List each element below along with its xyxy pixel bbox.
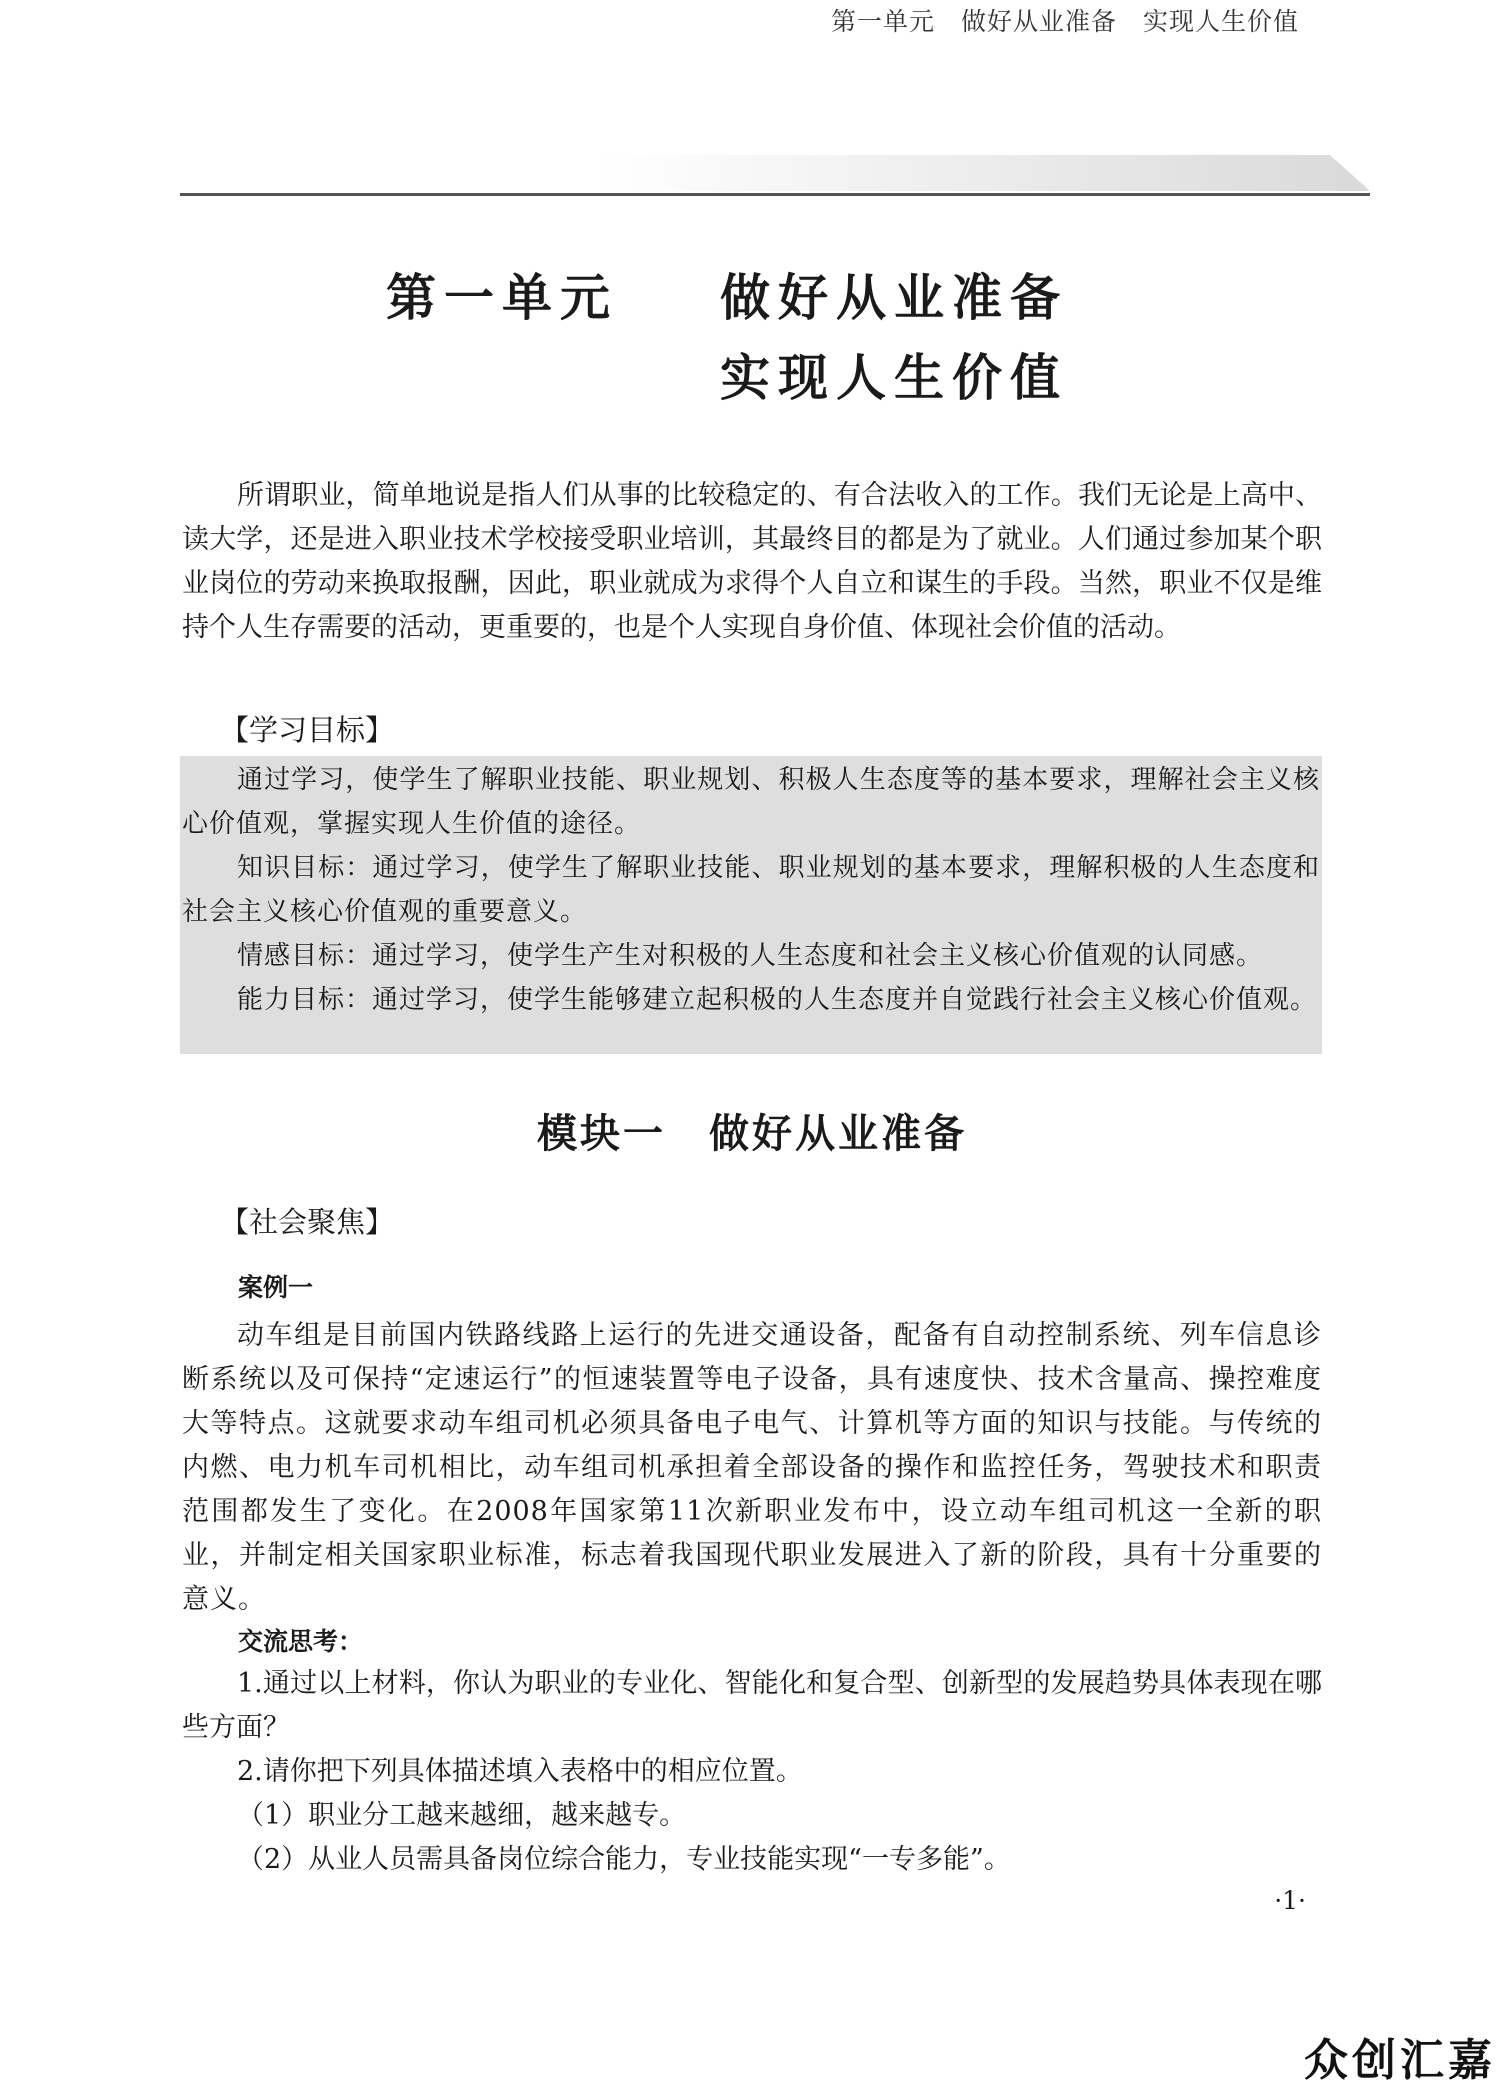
item-2: （2）从业人员需具备岗位综合能力，专业技能实现“一专多能”。	[237, 1844, 1011, 1875]
item-1: （1）职业分工越来越细，越来越专。	[237, 1800, 687, 1831]
intro-paragraph: 所谓职业，简单地说是指人们从事的比较稳定的、有合法收入的工作。我们无论是上高中、读大学，还是进入职业技术学校接受职业培训，其最终目的都是为了就业。人们通过参加某个职业岗位的劳动来换取报酬，因此，职业就成为求得个人自立和谋生的手段。当然，职业不仅是维持个人生存需要的活动，更重要的，也是个人实现自身价值、体现社会价值的活动。	[182, 480, 1322, 643]
header-rule	[180, 193, 1370, 196]
watermark-logo: 众创汇嘉	[1304, 2035, 1496, 2086]
page-number: ·1·	[1274, 1886, 1306, 1915]
goal-knowledge: 知识目标：通过学习，使学生了解职业技能、职业规划的基本要求，理解积极的人生态度和社会主义核心价值观的重要意义。	[182, 853, 1320, 927]
question-2: 2.请你把下列具体描述填入表格中的相应位置。	[237, 1756, 803, 1787]
learning-goals-label: 【学习目标】	[220, 713, 395, 747]
unit-title-line2: 实现人生价值	[720, 349, 1068, 407]
case-paragraph: 动车组是目前国内铁路线路上运行的先进交通设备，配备有自动控制系统、列车信息诊断系统以及可保持“定速运行”的恒速装置等电子设备，具有速度快、技术含量高、操控难度大等特点。这就要求动车组司机必须具备电子电气、计算机等方面的知识与技能。与传统的内燃、电力机车司机相比，动车组司机承担着全部设备的操作和监控任务，驾驶技术和职责范围都发生了变化。在2008年国家第11次新职业发布中，设立动车组司机这一全新的职业，并制定相关国家职业标准，标志着我国现代职业发展进入了新的阶段，具有十分重要的意义。	[182, 1320, 1322, 1615]
unit-title-number: 第一单元	[386, 269, 618, 327]
case-label: 案例一	[238, 1273, 314, 1302]
social-focus-label: 【社会聚焦】	[220, 1205, 395, 1239]
unit-title-line1: 做好从业准备	[720, 269, 1068, 327]
goal-overall: 通过学习，使学生了解职业技能、职业规划、积极人生态度等的基本要求，理解社会主义核心价值观，掌握实现人生价值的途径。	[182, 765, 1320, 839]
running-header	[180, 155, 1370, 195]
module-title: 模块一 做好从业准备	[537, 1110, 967, 1157]
goal-ability: 能力目标：通过学习，使学生能够建立起积极的人生态度并自觉践行社会主义核心价值观。	[237, 985, 1318, 1015]
header-shade	[180, 155, 1370, 191]
learning-goals-box	[180, 756, 1322, 1054]
goal-emotion: 情感目标：通过学习，使学生产生对积极的人生态度和社会主义核心价值观的认同感。	[237, 941, 1264, 971]
discussion-label: 交流思考：	[238, 1627, 364, 1656]
question-1: 1.通过以上材料，你认为职业的专业化、智能化和复合型、创新型的发展趋势具体表现在哪些方面？	[182, 1668, 1322, 1743]
running-title: 第一单元 做好从业准备 实现人生价值	[830, 7, 1299, 36]
